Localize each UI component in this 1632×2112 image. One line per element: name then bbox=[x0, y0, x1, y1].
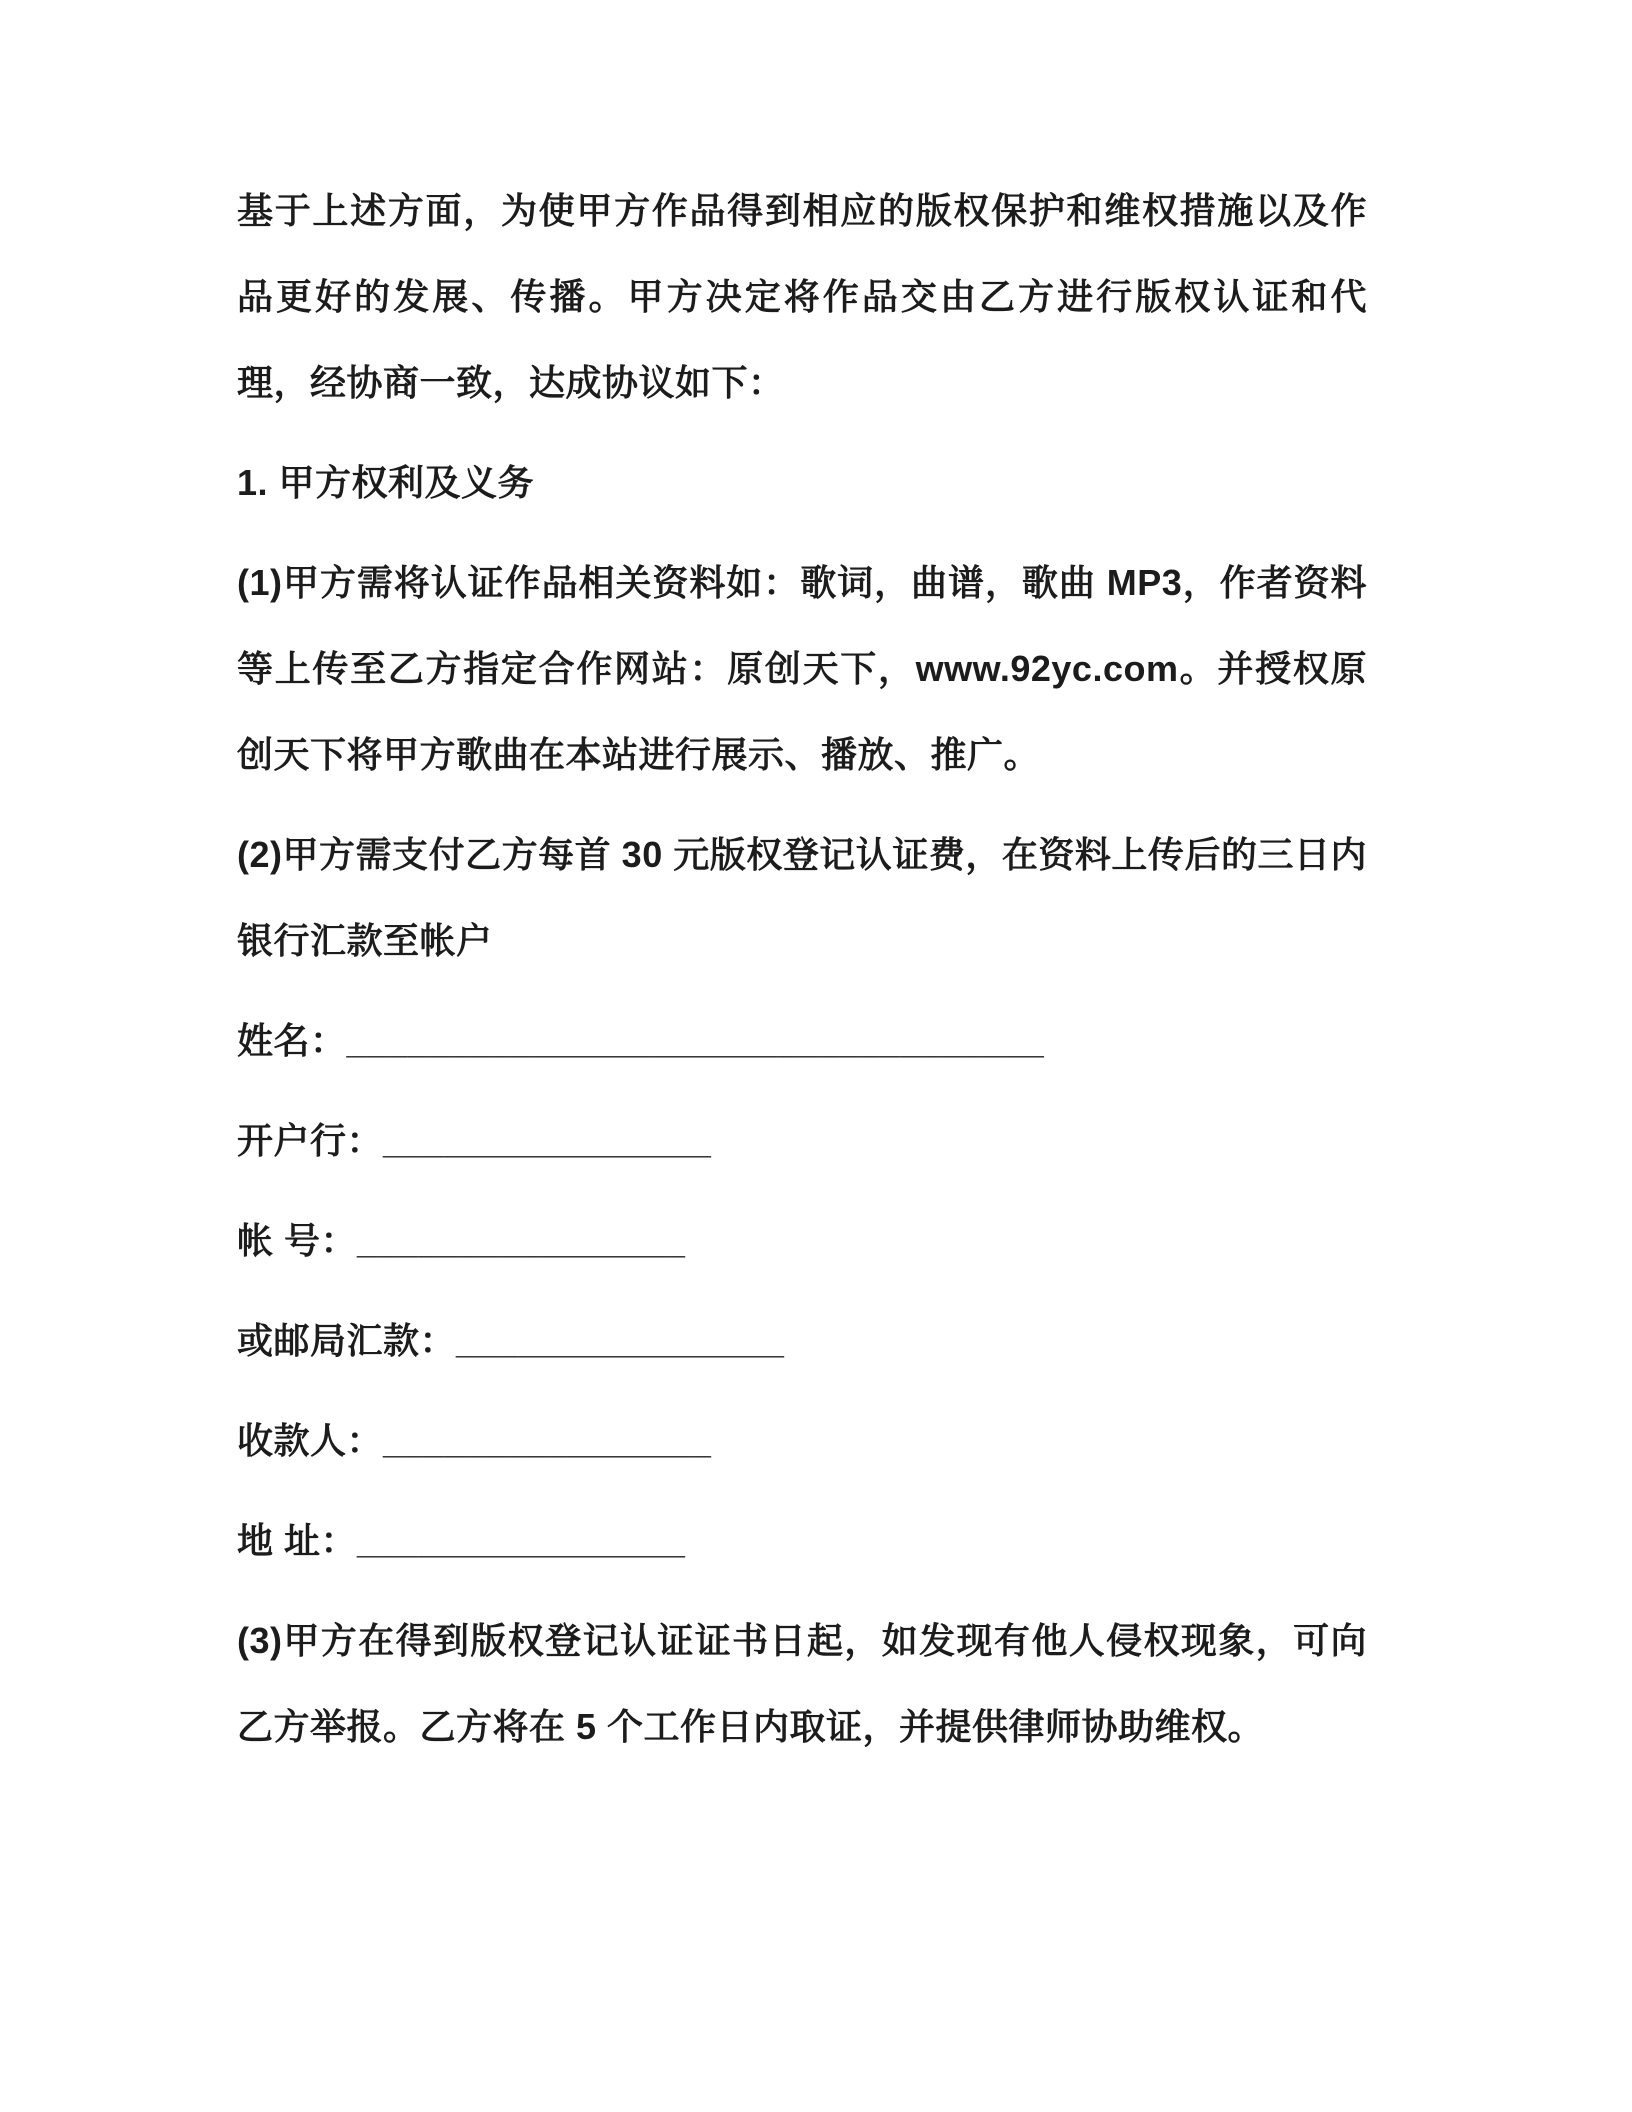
field-account-line: 帐 号：________________ bbox=[237, 1220, 686, 1261]
field-name-line: 姓名：__________________________________ bbox=[237, 1020, 1045, 1061]
field-postal-remittance-line: 或邮局汇款：________________ bbox=[237, 1320, 785, 1361]
section-1-heading: 1. 甲方权利及义务 bbox=[237, 462, 535, 503]
field-bank-line: 开户行：________________ bbox=[237, 1120, 712, 1161]
clause-1-paragraph: (1)甲方需将认证作品相关资料如：歌词，曲谱，歌曲 MP3，作者资料等上传至乙方指定合作网站：原创天下，www.92yc.com。并授权原创天下将甲方歌曲在本站进行展示、播放、推广。 bbox=[237, 562, 1367, 775]
field-payee-line: 收款人：________________ bbox=[237, 1420, 712, 1461]
clause-3-paragraph: (3)甲方在得到版权登记认证证书日起，如发现有他人侵权现象，可向乙方举报。乙方将在 5 个工作日内取证，并提供律师协助维权。 bbox=[237, 1620, 1367, 1747]
clause-2-paragraph: (2)甲方需支付乙方每首 30 元版权登记认证费，在资料上传后的三日内银行汇款至帐户 bbox=[237, 834, 1367, 961]
intro-paragraph: 基于上述方面，为使甲方作品得到相应的版权保护和维权措施以及作品更好的发展、传播。甲方决定将作品交由乙方进行版权认证和代理，经协商一致，达成协议如下： bbox=[237, 190, 1367, 403]
field-address-line: 地 址：________________ bbox=[237, 1520, 686, 1561]
document-body bbox=[237, 168, 1367, 1770]
